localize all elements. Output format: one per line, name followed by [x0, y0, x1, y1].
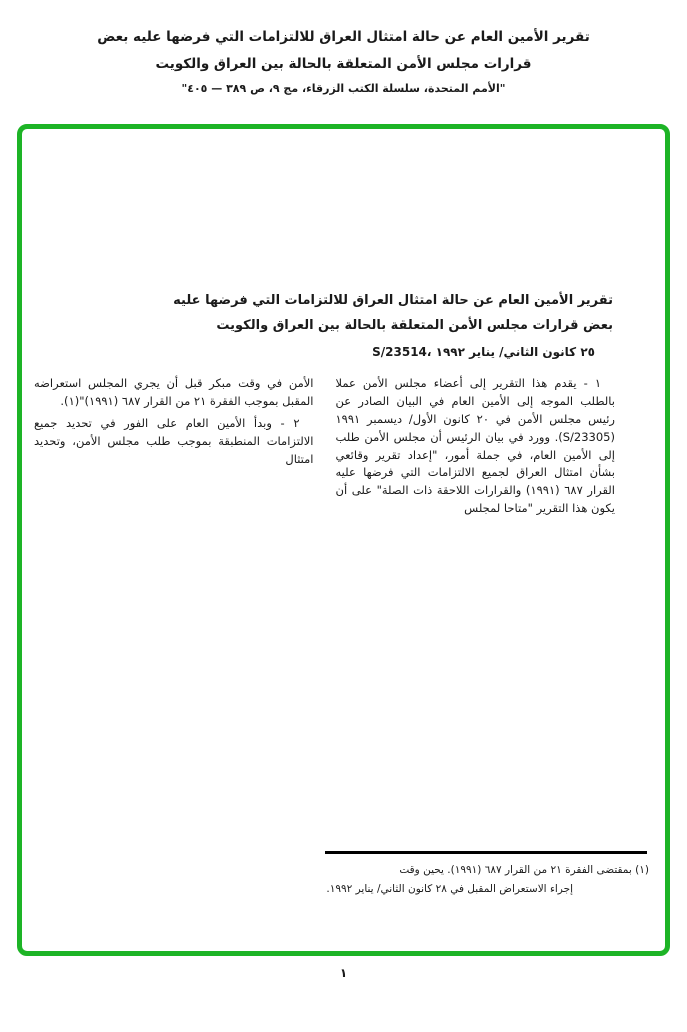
report-title-line1: تقرير الأمين العام عن حالة امتثال العراق للالتزامات التي فرضها عليه — [173, 293, 613, 308]
body-column-right — [336, 375, 616, 522]
header-title-line1: تقرير الأمين العام عن حالة امتثال العراق للالتزامات التي فرضها عليه بعض — [97, 29, 590, 45]
body-column-left — [34, 375, 314, 522]
header-source-line: "الأمم المتحدة، سلسلة الكتب الزرقاء، مج ٩، ص ٣٨٩ — ٤٠٥" — [181, 82, 506, 95]
paragraph-1-continued: الأمن في وقت مبكر قبل أن يجري المجلس استعراضه المقبل بموجب الفقرة ٢١ من القرار ٦٨٧ (١٩٩١)"(١). — [34, 376, 314, 409]
report-title — [22, 289, 665, 338]
page-header — [0, 0, 687, 95]
paragraph-1: ١ - يقدم هذا التقرير إلى أعضاء مجلس الأمن عملا بالطلب الموجه إلى الأمين العام في البيان الصادر عن رئيس مجلس الأمن في ٢٠ كانون الأول/ ديسمبر ١٩٩١ (S/23305). وورد في بيان الرئيس أن مجلس الأمن طلب إلى الأمين العام، في جملة أمور، "إعداد تقرير وقائعي بشأن امتثال العراق لجميع الالتزامات التي فرضها عليه القرار ٦٨٧ (١٩٩١) والقرارات اللاحقة ذات الصلة" على أن يكون هذا التقرير "متاحا لمجلس — [335, 376, 615, 516]
footnote-line2: إجراء الاستعراض المقبل في ٢٨ كانون الثاني/ يناير ١٩٩٢. — [326, 883, 573, 896]
document-symbol-date — [22, 345, 665, 359]
body-columns — [22, 375, 665, 522]
footnote-rule — [325, 851, 647, 854]
page-number: ١ — [339, 966, 348, 980]
report-title-line2: بعض قرارات مجلس الأمن المتعلقة بالحالة بين العراق والكويت — [216, 317, 613, 333]
footnote — [317, 851, 649, 899]
header-title-line2: قرارات مجلس الأمن المتعلقة بالحالة بين العراق والكويت — [155, 56, 532, 72]
document-frame — [17, 124, 670, 956]
footnote-line1: (١) بمقتضى الفقرة ٢١ من القرار ٦٨٧ (١٩٩١). يحين وقت — [399, 864, 649, 877]
paragraph-2: ٢ - وبدأ الأمين العام على الفور في تحديد جميع الالتزامات المنطبقة بموجب طلب مجلس الأمن، وتحديد امتثال — [34, 416, 314, 466]
symbol-date-text: S/23514، ٢٥ كانون الثاني/ يناير ١٩٩٢ — [372, 345, 595, 360]
